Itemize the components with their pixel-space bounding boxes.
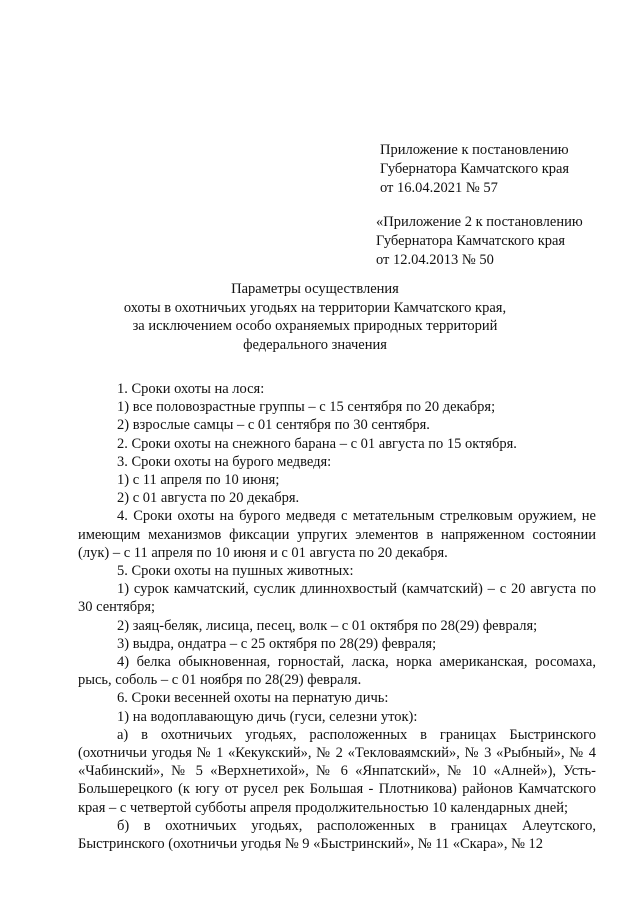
paragraph: а) в охотничьих угодьях, расположенных в границах Быстринского (охотничьи угодья № 1 «Кекукский», № 2 «Текловаямский», № 3 «Рыбный», № 4 «Чабинский», № 5 «Верхнетихой», № 6 «Янпатский», № 10 «Алней»), Усть-Большерецкого (к югу от русел рек Большая - Плотникова) районов Камчатского края – с четвертой субботы апреля продолжительностью 10 календарных дней; bbox=[78, 726, 596, 816]
paragraph: 1) на водоплавающую дичь (гуси, селезни уток): bbox=[117, 708, 418, 725]
paragraph: 1. Сроки охоты на лося: bbox=[117, 381, 265, 397]
paragraph: 2) с 01 августа по 20 декабря. bbox=[117, 490, 300, 507]
paragraph: б) в охотничьих угодьях, расположенных в границах Алеутского, Быстринского (охотничьи угодья № 9 «Быстринский», № 11 «Скара», № 12 bbox=[78, 817, 596, 853]
paragraph: 2) заяц-беляк, лисица, песец, волк – с 01 октября по 28(29) февраля; bbox=[117, 617, 538, 634]
title-line: Параметры осуществления bbox=[231, 281, 399, 297]
paragraph: 1) сурок камчатский, суслик длиннохвостый (камчатский) – с 20 августа по 30 сентября; bbox=[78, 581, 596, 616]
paragraph: 4. Сроки охоты на бурого медведя с метательным стрелковым оружием, не имеющим механизмов фиксации упругих элементов в напряженном состоянии (лук) – с 11 апреля по 10 июня и с 01 августа по 20 декабря. bbox=[78, 508, 596, 561]
title-line: за исключением особо охраняемых природных территорий bbox=[132, 318, 498, 334]
document-body bbox=[78, 380, 596, 853]
appendix-line: Губернатора Камчатского края bbox=[380, 161, 570, 177]
appendix-reference bbox=[380, 141, 630, 198]
appendix-line: «Приложение 2 к постановлению bbox=[376, 214, 583, 230]
appendix-line: Губернатора Камчатского края bbox=[376, 233, 566, 249]
title-line: федерального значения bbox=[243, 336, 387, 353]
appendix-line: Приложение к постановлению bbox=[380, 142, 569, 158]
paragraph: 5. Сроки охоты на пушных животных: bbox=[117, 563, 354, 580]
document-title bbox=[60, 280, 570, 354]
paragraph: 4) белка обыкновенная, горностай, ласка, норка американская, росомаха, рысь, соболь – с 01 ноября по 28(29) февраля. bbox=[78, 654, 596, 689]
paragraph: 2) взрослые самцы – с 01 сентября по 30 сентября. bbox=[117, 417, 430, 434]
title-line: охоты в охотничьих угодьях на территории Камчатского края, bbox=[123, 299, 507, 316]
appendix-line: от 16.04.2021 № 57 bbox=[380, 180, 498, 196]
paragraph: 1) все половозрастные группы – с 15 сентября по 20 декабря; bbox=[117, 399, 496, 416]
appendix-line: от 12.04.2013 № 50 bbox=[376, 252, 494, 268]
paragraph: 2. Сроки охоты на снежного барана – с 01 августа по 15 октября. bbox=[117, 435, 517, 452]
appendix-reference-original bbox=[376, 213, 626, 270]
paragraph: 3. Сроки охоты на бурого медведя: bbox=[117, 453, 332, 470]
paragraph: 6. Сроки весенней охоты на пернатую дичь: bbox=[117, 690, 389, 707]
paragraph: 3) выдра, ондатра – с 25 октября по 28(29) февраля; bbox=[117, 635, 437, 652]
paragraph: 1) с 11 апреля по 10 июня; bbox=[117, 472, 280, 489]
